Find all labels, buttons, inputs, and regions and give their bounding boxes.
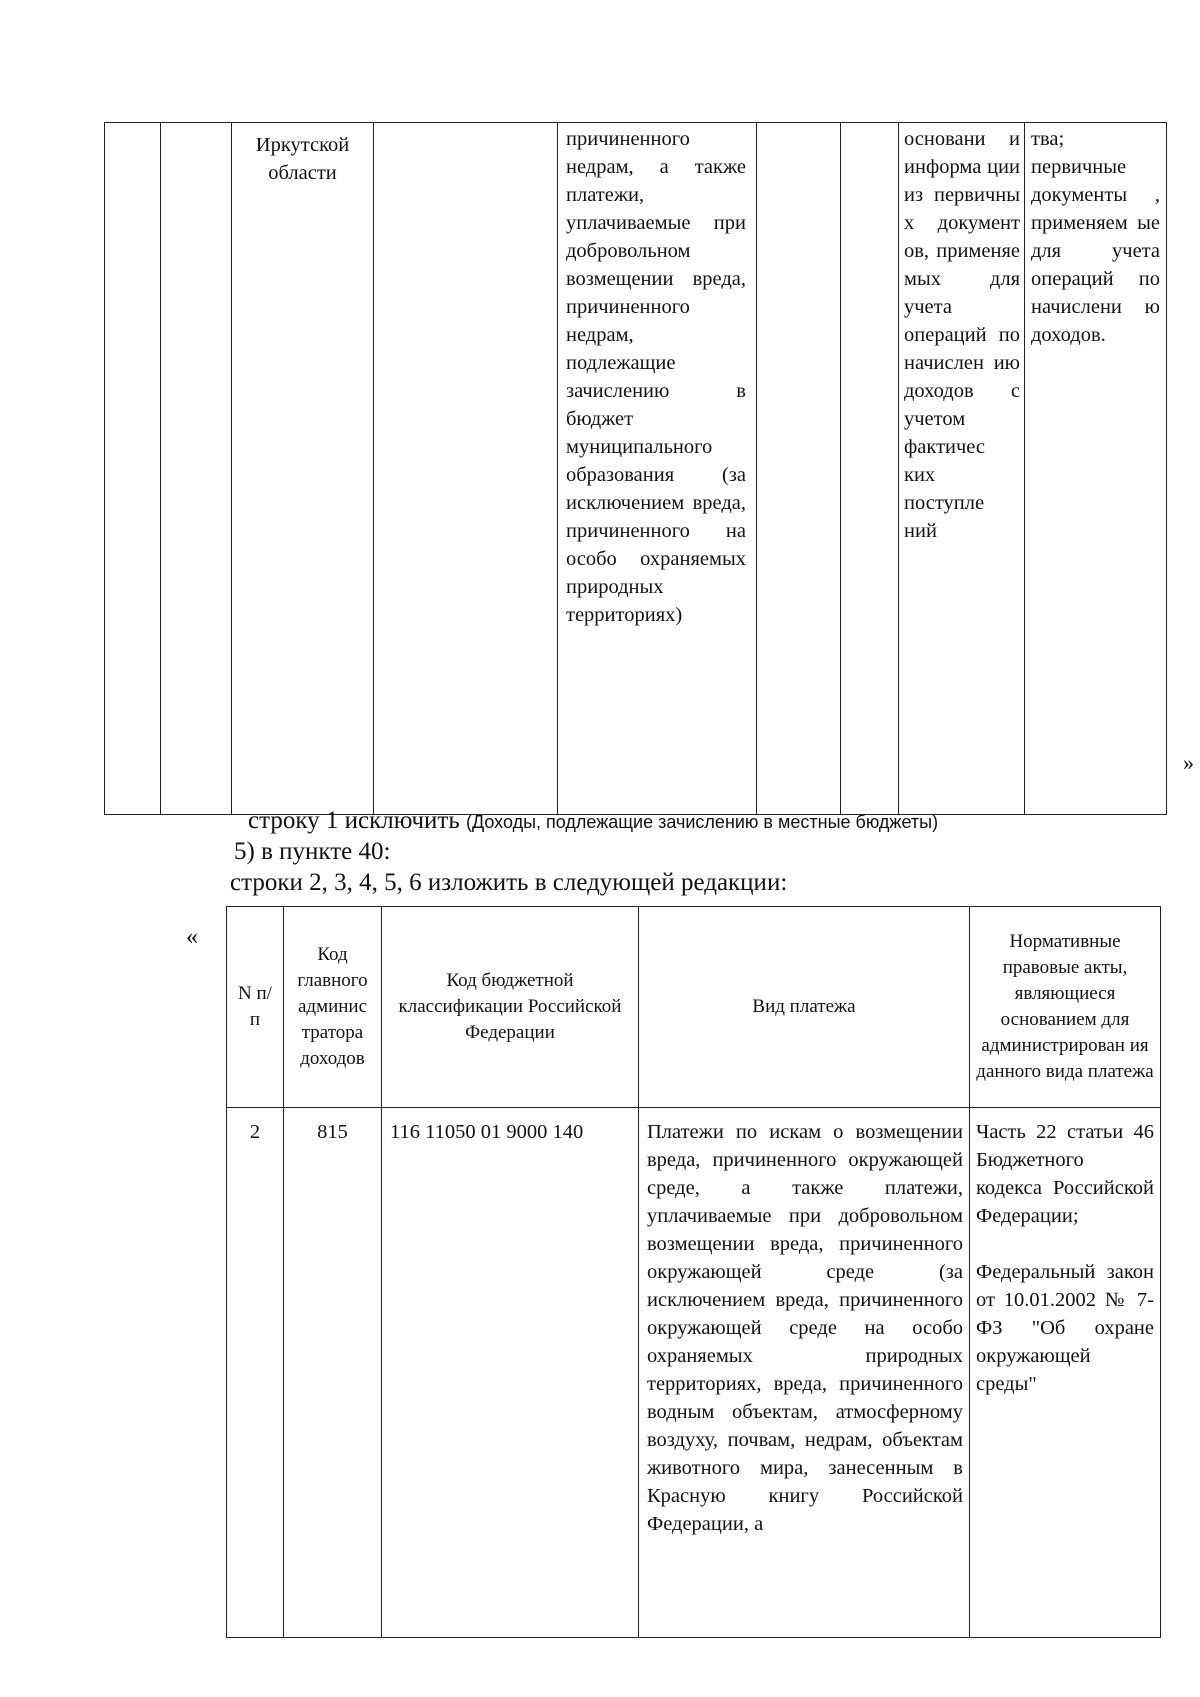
header-legal-acts: Нормативные правовые акты, являющиеся основанием для администрирован ия данного вида платежа [970,907,1161,1108]
table-row [227,1108,1161,1638]
instruction-line-2: 5) в пункте 40: [234,838,391,865]
replacement-table [226,906,1161,1638]
row-admin-code: 815 [284,1108,382,1638]
continuation-table [104,122,1167,815]
legal-act-budget-code: Часть 22 статьи 46 Бюджетного кодекса Российской Федерации; [976,1121,1154,1227]
legal-act-federal-law: Федеральный закон от 10.01.2002 № 7-ФЗ "Об охране окружающей среды" [976,1261,1154,1395]
row-legal-acts [970,1108,1161,1638]
paragraph-gap [976,1230,1154,1258]
table-cell [757,123,841,815]
payment-description-cell: причиненного недрам, а также платежи, уплачиваемые при добровольном возмещении вреда, причиненного недрам, подлежащие зачислению в бюджет муниципального образования (за исключением вреда, причиненного на особо охраняемых природных территориях) [558,123,757,815]
header-payment-type: Вид платежа [639,907,970,1108]
table-cell [105,123,161,815]
region-cell: Иркутской области [232,123,374,815]
header-num: N п/п [227,907,284,1108]
instruction-line-3: строки 2, 3, 4, 5, 6 изложить в следующей редакции: [230,869,788,896]
table-cell [841,123,899,815]
table-header-row [227,907,1161,1108]
instruction-line-1 [248,806,938,837]
table-row [105,123,1167,815]
header-budget-code: Код бюджетной классификации Российской Федерации [382,907,639,1108]
documents-cell: тва; первичные документы , применяем ые для учета операций по начислени ю доходов. [1025,123,1167,815]
row-budget-code: 116 11050 01 9000 140 [382,1108,639,1638]
instruction-note: (Доходы, подлежащие зачислению в местные бюджеты) [465,812,939,832]
instruction-text: строку 1 исключить [248,807,460,834]
table-cell [374,123,558,815]
closing-quote: » [1183,750,1194,775]
table-cell [161,123,232,815]
row-num: 2 [227,1108,284,1638]
opening-quote: « [186,924,198,950]
row-payment-type: Платежи по искам о возмещении вреда, причиненного окружающей среде, а также платежи, уплачиваемые при добровольном возмещении вреда, причиненного окружающей среде (за исключением вреда, причиненного окружающей среде на особо охраняемых природных территориях, вреда, причиненного водным объектам, атмосферному воздуху, почвам, недрам, объектам животного мира, занесенным в Красную книгу Российской Федерации, а [639,1108,970,1638]
basis-cell: основани и информа ции из первичны х документ ов, применяе мых для учета операций по начислен ию доходов с учетом фактичес ких поступле ний [899,123,1025,815]
header-admin-code: Код главного админис тратора доходов [284,907,382,1108]
